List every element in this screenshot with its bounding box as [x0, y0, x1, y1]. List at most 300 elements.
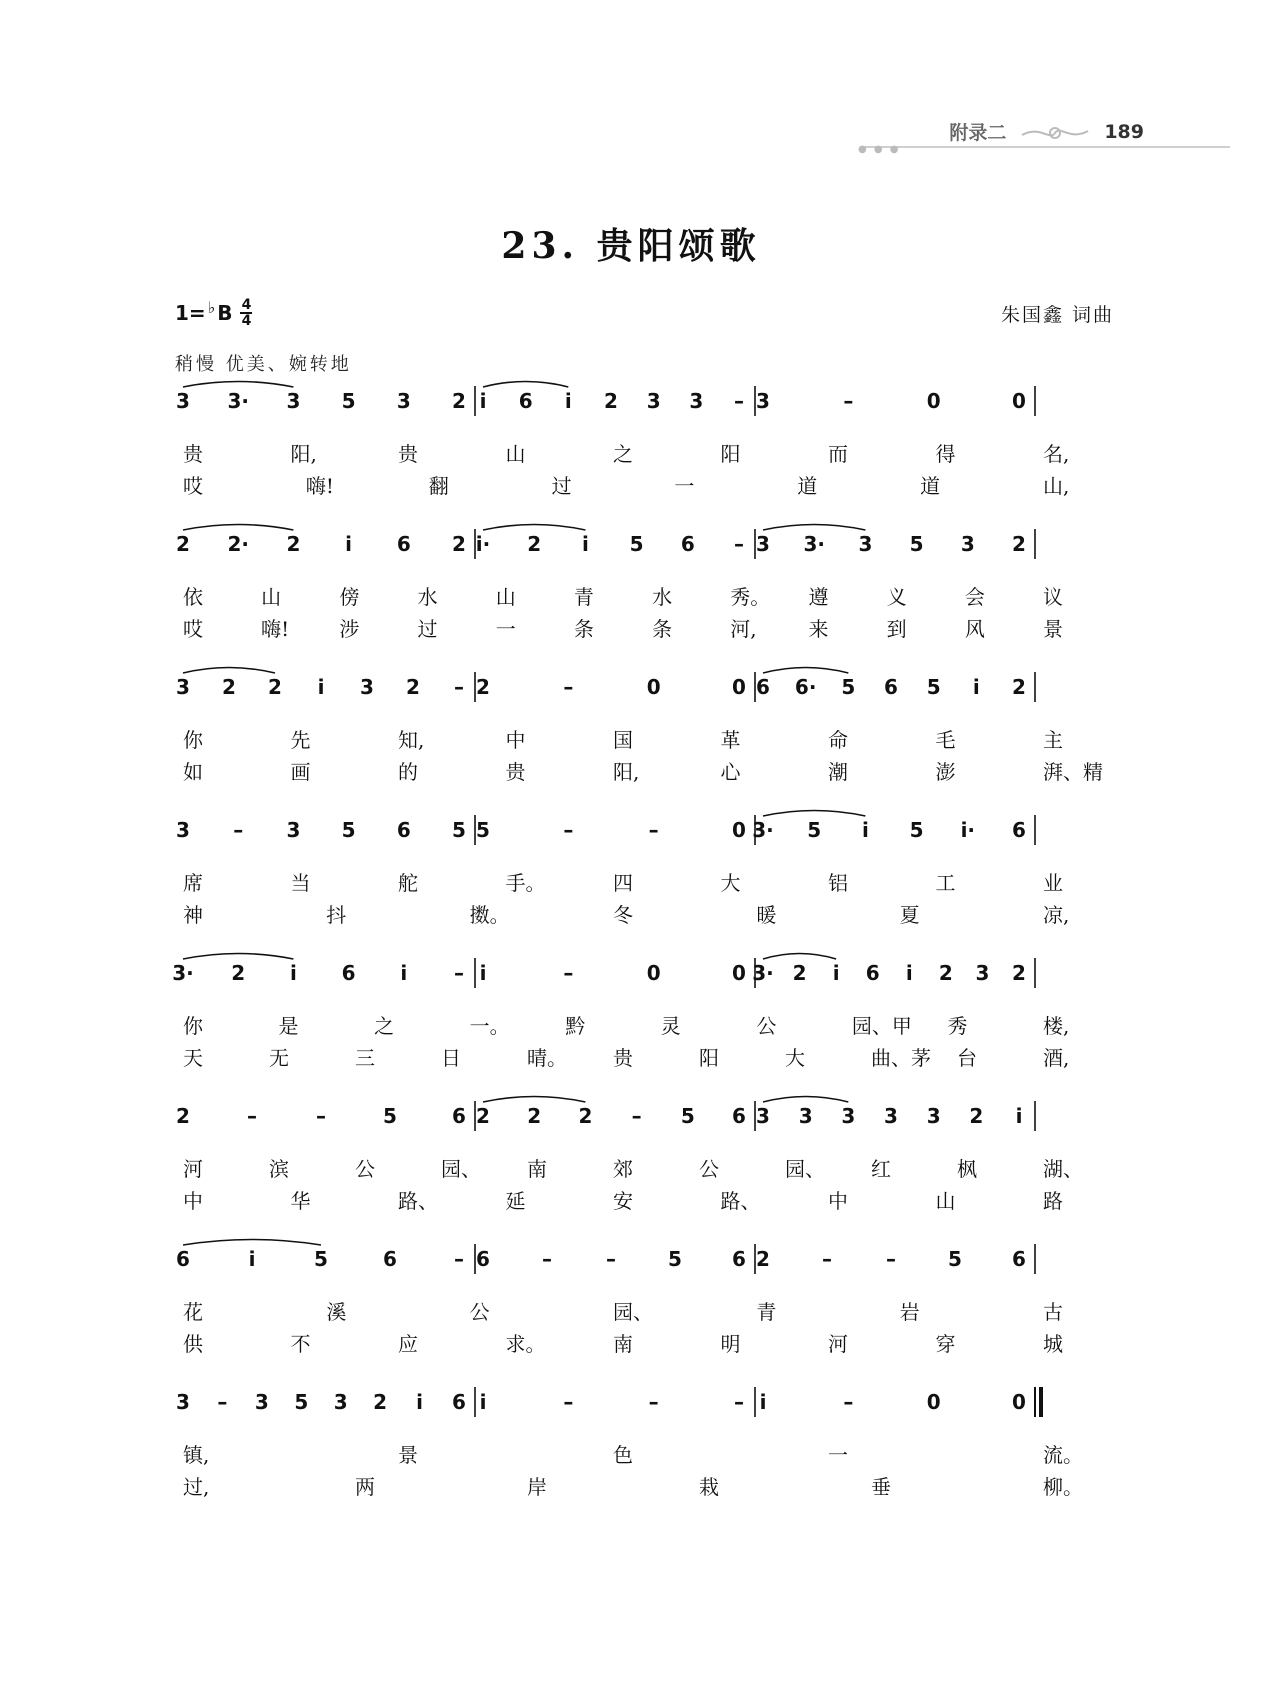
note: 6 — [518, 389, 533, 413]
sustain-dash: – — [886, 1247, 896, 1271]
lyric-syllable: 中 — [505, 728, 526, 752]
sustain-dash: – — [648, 1390, 659, 1414]
lyric-syllable: 镇, — [183, 1443, 210, 1467]
lyric-syllable: 公 — [469, 1300, 490, 1324]
slur — [183, 954, 293, 960]
lyric-syllable: 柳。 — [1043, 1475, 1083, 1499]
note: 2 — [452, 389, 466, 413]
lyric-syllable: 得 — [935, 442, 956, 466]
lyric-line-2 — [175, 470, 1115, 498]
note: 5 — [341, 389, 356, 413]
note: 2 — [1012, 675, 1026, 699]
note: 3 — [286, 818, 301, 842]
lyric-syllable: 供 — [183, 1332, 203, 1356]
lyric-syllable: 业 — [1043, 871, 1063, 895]
note: 6 — [176, 1247, 190, 1271]
note: 5 — [680, 1104, 695, 1128]
note: 2 — [604, 389, 618, 413]
lyric-syllable: 傍 — [339, 585, 360, 609]
lyric-syllable: 湃、精 — [1043, 760, 1103, 784]
note: 5 — [948, 1247, 962, 1271]
lyric-syllable: 河, — [730, 617, 757, 641]
note: 6 — [341, 961, 356, 985]
note: 5 — [807, 818, 822, 842]
note: 3 — [176, 675, 190, 699]
lyric-syllable: 山 — [495, 585, 516, 609]
lyric-line-1 — [175, 724, 1115, 752]
note: 5 — [452, 818, 466, 842]
note: i — [832, 961, 840, 985]
lyric-syllable: 无 — [269, 1046, 289, 1070]
lyric-syllable: 大 — [720, 871, 741, 895]
note: i — [905, 961, 913, 985]
note-row — [175, 1383, 1115, 1443]
song-title: 23. 贵阳颂歌 — [501, 225, 761, 267]
note: 6 — [452, 1390, 466, 1414]
note: 3 — [858, 532, 873, 556]
lyric-syllable: 遵 — [808, 585, 829, 609]
slur — [763, 954, 836, 960]
note: 3 — [756, 389, 770, 413]
note: 3 — [884, 1104, 898, 1128]
sustain-dash: – — [563, 961, 574, 985]
lyric-syllable: 义 — [886, 585, 907, 609]
sustain-dash: – — [233, 818, 244, 842]
lyric-syllable: 垂 — [871, 1475, 891, 1499]
note: 2 — [176, 1104, 190, 1128]
lyric-syllable: 安 — [613, 1189, 633, 1213]
note: i — [400, 961, 408, 985]
lyric-syllable: 涉 — [339, 617, 360, 641]
lyric-syllable: 酒, — [1043, 1046, 1070, 1070]
note: 2· — [227, 532, 249, 556]
note: 2 — [222, 675, 236, 699]
lyric-syllable: 水 — [652, 585, 673, 609]
ornament-icon — [1020, 121, 1090, 143]
lyric-syllable: 山 — [505, 442, 526, 466]
note: i — [248, 1247, 256, 1271]
sustain-dash: – — [822, 1247, 832, 1271]
lyric-syllable: 路、 — [720, 1189, 761, 1213]
time-signature — [240, 298, 252, 328]
lyric-syllable: 贵 — [505, 760, 526, 784]
lyric-syllable: 水 — [417, 585, 438, 609]
note: 3· — [172, 961, 194, 985]
slur — [483, 1097, 585, 1103]
sustain-dash: – — [217, 1390, 228, 1414]
note: 3· — [227, 389, 249, 413]
lyric-syllable: 栽 — [699, 1475, 719, 1499]
notation-system — [175, 382, 1115, 532]
note: 6 — [383, 1247, 397, 1271]
note-row — [175, 811, 1115, 871]
note: 6 — [884, 675, 898, 699]
lyric-syllable: 流。 — [1043, 1443, 1083, 1467]
lyric-syllable: 延 — [505, 1189, 526, 1213]
sustain-dash: – — [542, 1247, 552, 1271]
note: 3 — [333, 1390, 348, 1414]
slur — [183, 1240, 321, 1246]
note: 2 — [476, 1104, 490, 1128]
lyric-syllable: 路、 — [398, 1189, 438, 1213]
lyric-syllable: 夏 — [899, 903, 920, 927]
note: 5 — [909, 532, 924, 556]
note: i — [479, 961, 487, 985]
note: 2 — [1012, 961, 1026, 985]
sustain-dash: – — [454, 675, 464, 699]
note: 6 — [732, 1104, 746, 1128]
note: 3 — [756, 1104, 770, 1128]
lyric-syllable: 园、 — [785, 1157, 825, 1181]
slur — [183, 668, 275, 674]
slur — [763, 525, 865, 531]
lyric-line-2 — [175, 1042, 1115, 1070]
note: 6 — [476, 1247, 490, 1271]
lyric-syllable: 四 — [613, 871, 633, 895]
note: i — [317, 675, 325, 699]
notation-system — [175, 668, 1115, 818]
lyric-syllable: 景 — [398, 1443, 418, 1467]
note: 5 — [341, 818, 356, 842]
notation-system — [172, 954, 1115, 1104]
lyric-syllable: 会 — [964, 585, 985, 609]
lyric-syllable: 冬 — [613, 903, 633, 927]
note: 3 — [176, 1390, 190, 1414]
note: 5 — [476, 818, 490, 842]
lyric-syllable: 暖 — [756, 903, 777, 927]
note: 3 — [756, 532, 770, 556]
sustain-dash: – — [563, 675, 574, 699]
lyric-syllable: 路 — [1043, 1189, 1063, 1213]
lyric-syllable: 贵 — [183, 442, 203, 466]
lyric-syllable: 滨 — [269, 1157, 289, 1181]
lyric-line-1 — [175, 867, 1115, 895]
lyric-syllable: 求。 — [505, 1332, 546, 1356]
lyric-syllable: 国 — [613, 728, 633, 752]
notation-system — [175, 525, 1115, 675]
lyric-syllable: 过 — [551, 474, 572, 498]
note: 3 — [360, 675, 374, 699]
note-row — [172, 954, 1115, 1014]
lyric-syllable: 青 — [756, 1300, 777, 1324]
note: 3 — [798, 1104, 813, 1128]
sustain-dash: – — [648, 818, 659, 842]
lyric-syllable: 应 — [398, 1332, 418, 1356]
lyric-syllable: 当 — [290, 871, 311, 895]
notation-system — [175, 1240, 1115, 1390]
note: 2 — [527, 532, 542, 556]
lyric-syllable: 铝 — [828, 871, 848, 895]
lyric-line-1 — [175, 1010, 1115, 1038]
note: 5 — [841, 675, 856, 699]
note: i — [861, 818, 869, 842]
flat-sign: ♭ — [207, 297, 216, 317]
note: 6· — [794, 675, 817, 699]
lyric-syllable: 大 — [785, 1046, 805, 1070]
lyric-syllable: 日 — [441, 1046, 461, 1070]
note: 5 — [314, 1247, 328, 1271]
lyric-line-2 — [175, 756, 1115, 784]
note-row — [175, 382, 1115, 442]
lyric-syllable: 南 — [613, 1332, 633, 1356]
lyric-syllable: 华 — [290, 1189, 311, 1213]
lyric-syllable: 依 — [183, 585, 203, 609]
note: 3 — [841, 1104, 856, 1128]
note: 3 — [975, 961, 990, 985]
note: 6 — [1012, 1247, 1026, 1271]
lyric-syllable: 阳, — [613, 760, 640, 784]
lyric-syllable: 天 — [183, 1046, 203, 1070]
lyric-syllable: 而 — [828, 442, 848, 466]
sustain-dash: – — [454, 961, 464, 985]
key-signature — [175, 298, 252, 328]
note: 3 — [176, 818, 190, 842]
note: 2 — [527, 1104, 542, 1128]
sustain-dash: – — [454, 1247, 464, 1271]
lyric-line-2 — [175, 1185, 1115, 1213]
lyric-syllable: 如 — [183, 760, 203, 784]
lyric-syllable: 楼, — [1043, 1014, 1070, 1038]
lyric-syllable: 穿 — [935, 1332, 956, 1356]
note: 6 — [396, 818, 411, 842]
note: 5 — [629, 532, 644, 556]
lyric-line-1 — [175, 1439, 1115, 1467]
sustain-dash: – — [247, 1104, 257, 1128]
note: i — [479, 389, 487, 413]
note: 5 — [668, 1247, 682, 1271]
lyric-syllable: 风 — [964, 617, 985, 641]
lyric-syllable: 河 — [828, 1332, 848, 1356]
sustain-dash: – — [563, 1390, 574, 1414]
note: 3 — [689, 389, 704, 413]
header-rule — [860, 146, 1230, 148]
lyric-syllable: 一 — [674, 474, 695, 498]
sustain-dash: – — [843, 389, 854, 413]
lyric-syllable: 台 — [957, 1046, 977, 1070]
lyric-syllable: 景 — [1043, 617, 1063, 641]
lyric-syllable: 晴。 — [527, 1046, 567, 1070]
lyric-syllable: 色 — [613, 1443, 633, 1467]
lyric-syllable: 灵 — [660, 1014, 681, 1038]
lyric-syllable: 贵 — [613, 1046, 633, 1070]
note: 6 — [732, 1247, 746, 1271]
note: 3 — [254, 1390, 269, 1414]
note: i — [759, 1390, 767, 1414]
lyric-syllable: 翻 — [428, 474, 449, 498]
lyric-syllable: 岩 — [899, 1300, 920, 1324]
lyric-syllable: 名, — [1043, 442, 1070, 466]
lyric-syllable: 明 — [720, 1332, 741, 1356]
note: i — [345, 532, 353, 556]
note: 0 — [1012, 389, 1026, 413]
lyric-syllable: 过, — [183, 1475, 210, 1499]
note: 6 — [680, 532, 695, 556]
note: 5 — [926, 675, 941, 699]
lyric-syllable: 城 — [1043, 1332, 1063, 1356]
note: 2 — [452, 532, 466, 556]
note: 2 — [373, 1390, 388, 1414]
lyric-syllable: 湖、 — [1043, 1157, 1083, 1181]
lyric-syllable: 一。 — [469, 1014, 510, 1038]
lyric-syllable: 两 — [355, 1475, 375, 1499]
note: 2 — [176, 532, 190, 556]
lyric-syllable: 秀。 — [730, 585, 771, 609]
lyric-syllable: 嗨! — [261, 617, 290, 641]
lyric-syllable: 画 — [290, 760, 311, 784]
note: 3 — [926, 1104, 941, 1128]
note-row — [175, 525, 1115, 585]
lyric-syllable: 条 — [652, 617, 673, 641]
lyric-line-1 — [175, 581, 1115, 609]
note: i — [564, 389, 572, 413]
note-row — [175, 668, 1115, 728]
note: 0 — [732, 961, 746, 985]
note: 6 — [1012, 818, 1026, 842]
lyric-syllable: 凉, — [1043, 903, 1070, 927]
lyric-syllable: 哎 — [183, 474, 203, 498]
note: 6 — [452, 1104, 466, 1128]
note: 3 — [396, 389, 411, 413]
lyric-syllable: 红 — [871, 1157, 891, 1181]
lyric-syllable: 条 — [573, 617, 594, 641]
lyric-syllable: 主 — [1043, 728, 1063, 752]
lyric-syllable: 哎 — [183, 617, 203, 641]
sustain-dash: – — [316, 1104, 326, 1128]
sustain-dash: – — [734, 1390, 744, 1414]
lyric-line-1 — [175, 1153, 1115, 1181]
note: 2 — [406, 675, 420, 699]
note: 2 — [969, 1104, 984, 1128]
note-row — [175, 1097, 1115, 1157]
lyric-syllable: 的 — [398, 760, 418, 784]
lyric-syllable: 一 — [828, 1443, 848, 1467]
composer-credit: 朱国鑫 词曲 — [1000, 304, 1114, 326]
lyric-line-2 — [175, 1328, 1115, 1356]
note: 0 — [646, 961, 661, 985]
slur — [183, 382, 293, 388]
note: 0 — [646, 675, 661, 699]
note: i — [581, 532, 589, 556]
slur — [183, 525, 293, 531]
note: 2 — [268, 675, 282, 699]
lyric-syllable: 来 — [808, 617, 829, 641]
lyric-syllable: 过 — [417, 617, 438, 641]
note: 3 — [176, 389, 190, 413]
lyric-syllable: 青 — [573, 585, 594, 609]
key-prefix: 1= — [175, 301, 206, 325]
note: 3 — [960, 532, 975, 556]
note: 3 — [646, 389, 661, 413]
lyric-syllable: 不 — [290, 1332, 311, 1356]
lyric-syllable: 花 — [183, 1300, 203, 1324]
lyric-syllable: 道 — [797, 474, 818, 498]
note: 0 — [732, 675, 746, 699]
lyric-syllable: 抖 — [326, 903, 347, 927]
note: 3· — [803, 532, 825, 556]
note: 2 — [756, 1247, 770, 1271]
lyric-syllable: 舵 — [398, 871, 418, 895]
note: 5 — [909, 818, 924, 842]
note: 3 — [286, 389, 301, 413]
lyric-syllable: 园、甲 — [851, 1014, 912, 1038]
note: 2 — [1012, 532, 1026, 556]
lyric-syllable: 你 — [183, 1014, 203, 1038]
lyric-syllable: 公 — [756, 1014, 777, 1038]
page-number: 189 — [1104, 120, 1144, 143]
note: 3· — [752, 961, 774, 985]
lyric-syllable: 嗨! — [305, 474, 334, 498]
lyric-syllable: 革 — [720, 728, 741, 752]
lyric-syllable: 郊 — [613, 1157, 633, 1181]
lyric-syllable: 神 — [183, 903, 203, 927]
slur — [763, 1097, 848, 1103]
sustain-dash: – — [563, 818, 574, 842]
lyric-syllable: 阳 — [699, 1046, 719, 1070]
lyric-syllable: 之 — [613, 442, 633, 466]
note: 2 — [938, 961, 953, 985]
header-dots: ● ● ● — [858, 144, 901, 155]
lyric-syllable: 潮 — [828, 760, 848, 784]
note: 0 — [732, 818, 746, 842]
note-row — [175, 1240, 1115, 1300]
lyric-syllable: 议 — [1043, 585, 1063, 609]
lyric-syllable: 手。 — [505, 871, 546, 895]
lyric-syllable: 你 — [183, 728, 203, 752]
time-bottom: 4 — [241, 313, 252, 329]
lyric-syllable: 中 — [183, 1189, 203, 1213]
lyric-syllable: 公 — [699, 1157, 719, 1181]
note: 0 — [1012, 1390, 1026, 1414]
lyric-line-1 — [175, 438, 1115, 466]
lyric-syllable: 阳, — [290, 442, 317, 466]
note: 5 — [294, 1390, 309, 1414]
lyric-syllable: 三 — [355, 1046, 375, 1070]
lyric-syllable: 擞。 — [469, 903, 510, 927]
lyric-syllable: 工 — [935, 871, 956, 895]
sustain-dash: – — [631, 1104, 642, 1128]
slur — [763, 811, 865, 817]
page-header — [949, 118, 1144, 145]
lyric-syllable: 命 — [828, 728, 848, 752]
lyric-syllable: 毛 — [935, 728, 956, 752]
lyric-syllable: 阳 — [720, 442, 741, 466]
note: 0 — [926, 1390, 941, 1414]
note: 2 — [578, 1104, 593, 1128]
tempo-marking: 稍慢 优美、婉转地 — [175, 354, 352, 375]
key-note: B — [217, 301, 233, 325]
note: i — [972, 675, 980, 699]
lyric-syllable: 贵 — [398, 442, 418, 466]
lyric-syllable: 公 — [355, 1157, 375, 1181]
note: 6 — [865, 961, 880, 985]
lyric-syllable: 知, — [398, 728, 425, 752]
lyric-syllable: 园、 — [613, 1300, 653, 1324]
note: 0 — [926, 389, 941, 413]
note: i — [479, 1390, 487, 1414]
section-label: 附录二 — [949, 122, 1007, 144]
lyric-syllable: 先 — [290, 728, 311, 752]
lyric-syllable: 曲、茅 — [871, 1046, 931, 1070]
lyric-syllable: 之 — [374, 1014, 395, 1038]
lyric-syllable: 席 — [183, 871, 203, 895]
sustain-dash: – — [734, 389, 744, 413]
sustain-dash: – — [734, 532, 744, 556]
note: 2 — [792, 961, 807, 985]
note: 6 — [396, 532, 411, 556]
time-top: 4 — [241, 297, 252, 313]
sustain-dash: – — [606, 1247, 616, 1271]
lyric-syllable: 山 — [261, 585, 282, 609]
